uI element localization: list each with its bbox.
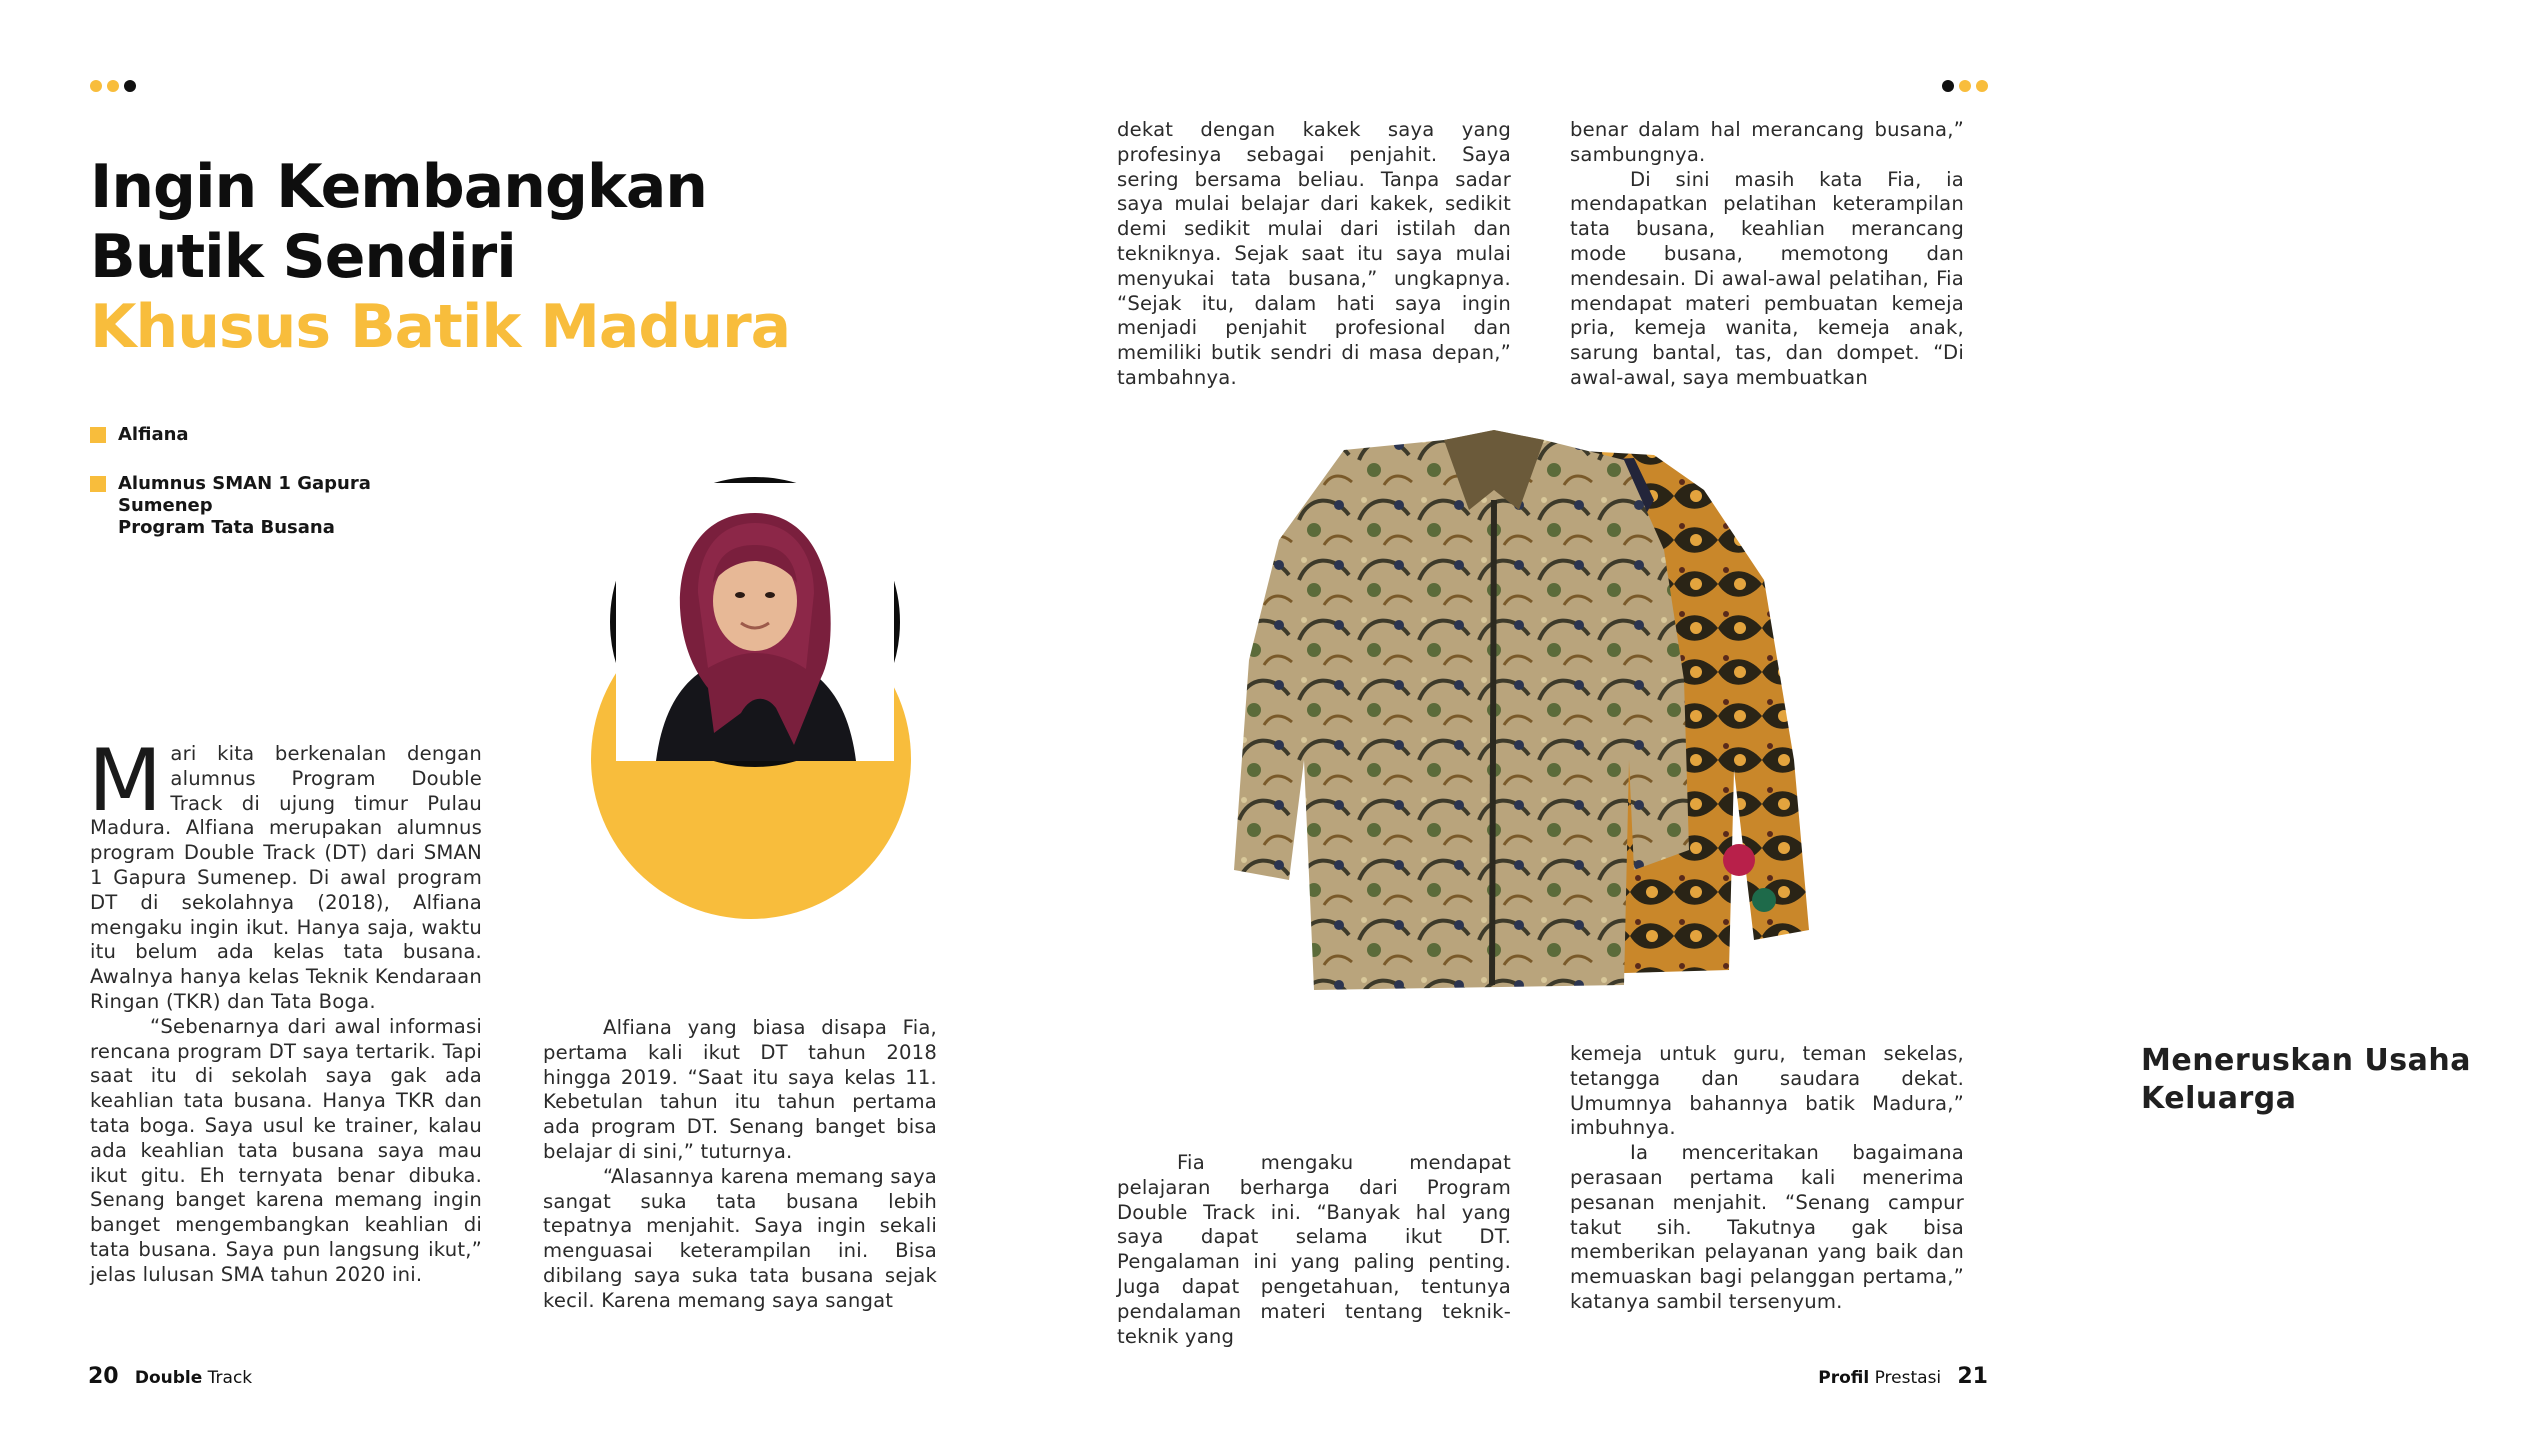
paragraph: Ia menceritakan bagaimana perasaan pertama kali menerima pesanan menjahit. “Senang campur takut sih. Takutnya gak bisa memberikan pelayanan yang baik dan memuaskan bagi pelanggan pertama,” katanya sambil tersenyum. [1570, 1141, 1964, 1313]
paragraph: Di sini masih kata Fia, ia mendapatkan pelatihan keterampilan tata busana, keahlian merancang mode busana, memotong dan mendesain. Di awal-awal pelatihan, Fia mendapat materi pembuatan kemeja pria, kemeja wanita, kemeja anak, sarung bantal, tas, dan dompet. “Di awal-awal, saya membuatkan [1570, 167, 1964, 389]
school-line-2: Sumenep [118, 495, 213, 516]
portrait-illustration [616, 483, 894, 761]
footer-section-bold: Profil [1818, 1368, 1870, 1388]
batik-shirts-photo [1234, 430, 1854, 1010]
article-column-4-top [1570, 118, 1964, 391]
dot [124, 80, 136, 92]
article-title [90, 152, 810, 362]
footer-brand-rest: Track [202, 1368, 253, 1388]
drop-cap: M [88, 731, 163, 831]
paragraph: ari kita berkenalan dengan alumnus Program Double Track di ujung timur Pulau Madura. Alfiana merupakan alumnus program Double Track (DT) dari SMAN 1 Gapura Sumenep. Di awal program DT di sekolahnya (2018), Alfiana mengaku ingin ikut. Hanya saja, waktu itu belum ada kelas tata busana. Awalnya hanya kelas Teknik Kendaraan Ringan (TKR) dan Tata Boga. [90, 742, 482, 1013]
bullet-square-icon [90, 476, 106, 492]
section-subheading: Meneruskan Usaha Keluarga [2141, 1043, 2471, 1116]
article-column-3-top [1117, 118, 1511, 391]
article-column-3-bottom [1117, 1151, 1511, 1349]
page-dots-left [90, 80, 136, 92]
article-column-4-bottom [1570, 1042, 1964, 1315]
dot [1976, 80, 1988, 92]
batik-shirts-illustration [1234, 430, 1854, 1010]
school-line-3: Program Tata Busana [118, 517, 335, 538]
page-dots-right [1942, 80, 1988, 92]
page-number: 20 [88, 1364, 119, 1389]
paragraph: Fia mengaku mendapat pelajaran berharga dari Program Double Track ini. “Banyak hal yang saya dapat selama ikut DT. Pengalaman ini yang paling penting. Juga dapat pengetahuan, tentunya pendalaman materi tentang teknik-teknik yang [1117, 1151, 1511, 1348]
paragraph: “Alasannya karena memang saya sangat suka tata busana lebih tepatnya menjahit. Saya ingin sekali menguasai keterampilan ini. Bisa dibilang saya suka tata busana sejak kecil. Karena memang saya sangat [543, 1164, 937, 1312]
title-line-1: Ingin Kembangkan [90, 152, 708, 222]
paragraph: “Sebenarnya dari awal informasi rencana program DT saya tertarik. Tapi saat itu di sekolah saya gak ada keahlian tata busana. Hanya TKR dan tata boga. Saya usul ke trainer, kalau ada keahlian tata busana saya mau ikut gitu. Eh ternyata benar dibuka. Senang banget karena memang ingin banget mengembangkan keahlian di tata busana. Saya pun langsung ikut,” jelas lulusan SMA tahun 2020 ini. [90, 1014, 482, 1286]
left-footer [88, 1364, 252, 1389]
paragraph: benar dalam hal merancang busana,” sambungnya. [1570, 118, 1964, 166]
portrait-photo [610, 477, 900, 767]
author-name: Alfiana [118, 424, 189, 445]
title-line-3: Khusus Batik Madura [90, 292, 791, 362]
dot [90, 80, 102, 92]
title-line-2: Butik Sendiri [90, 222, 516, 292]
dot [1959, 80, 1971, 92]
left-page [0, 0, 1024, 1454]
bullet-square-icon [90, 427, 106, 443]
article-column-2 [543, 1016, 937, 1314]
paragraph: kemeja untuk guru, teman sekelas, tetangga dan saudara dekat. Umumnya bahannya batik Madura,” imbuhnya. [1570, 1042, 1964, 1140]
paragraph: Alfiana yang biasa disapa Fia, pertama kali ikut DT tahun 2018 hingga 2019. “Saat itu saya kelas 11. Kebetulan tahun itu tahun pertama ada program DT. Senang banget bisa belajar di sini,” tuturnya. [543, 1016, 937, 1163]
dot [107, 80, 119, 92]
paragraph: dekat dengan kakek saya yang profesinya sebagai penjahit. Saya sering bersama beliau. Tanpa sadar saya mulai belajar dari kakek, sedikit demi sedikit mulai dari istilah dan tekniknya. Sejak saat itu saya mulai menyukai tata busana,” ungkapnya. “Sejak itu, dalam hati saya ingin menjadi penjahit profesional dan memiliki butik sendri di masa depan,” tambahnya. [1117, 118, 1511, 389]
article-column-1 [88, 731, 482, 1288]
school-line-1: Alumnus SMAN 1 Gapura [118, 473, 371, 494]
footer-section-rest: Prestasi [1869, 1368, 1942, 1388]
right-footer [1818, 1364, 1988, 1389]
right-page [1024, 0, 2471, 1454]
footer-brand-bold: Double [134, 1368, 203, 1388]
page-number: 21 [1957, 1364, 1988, 1389]
dot [1942, 80, 1954, 92]
